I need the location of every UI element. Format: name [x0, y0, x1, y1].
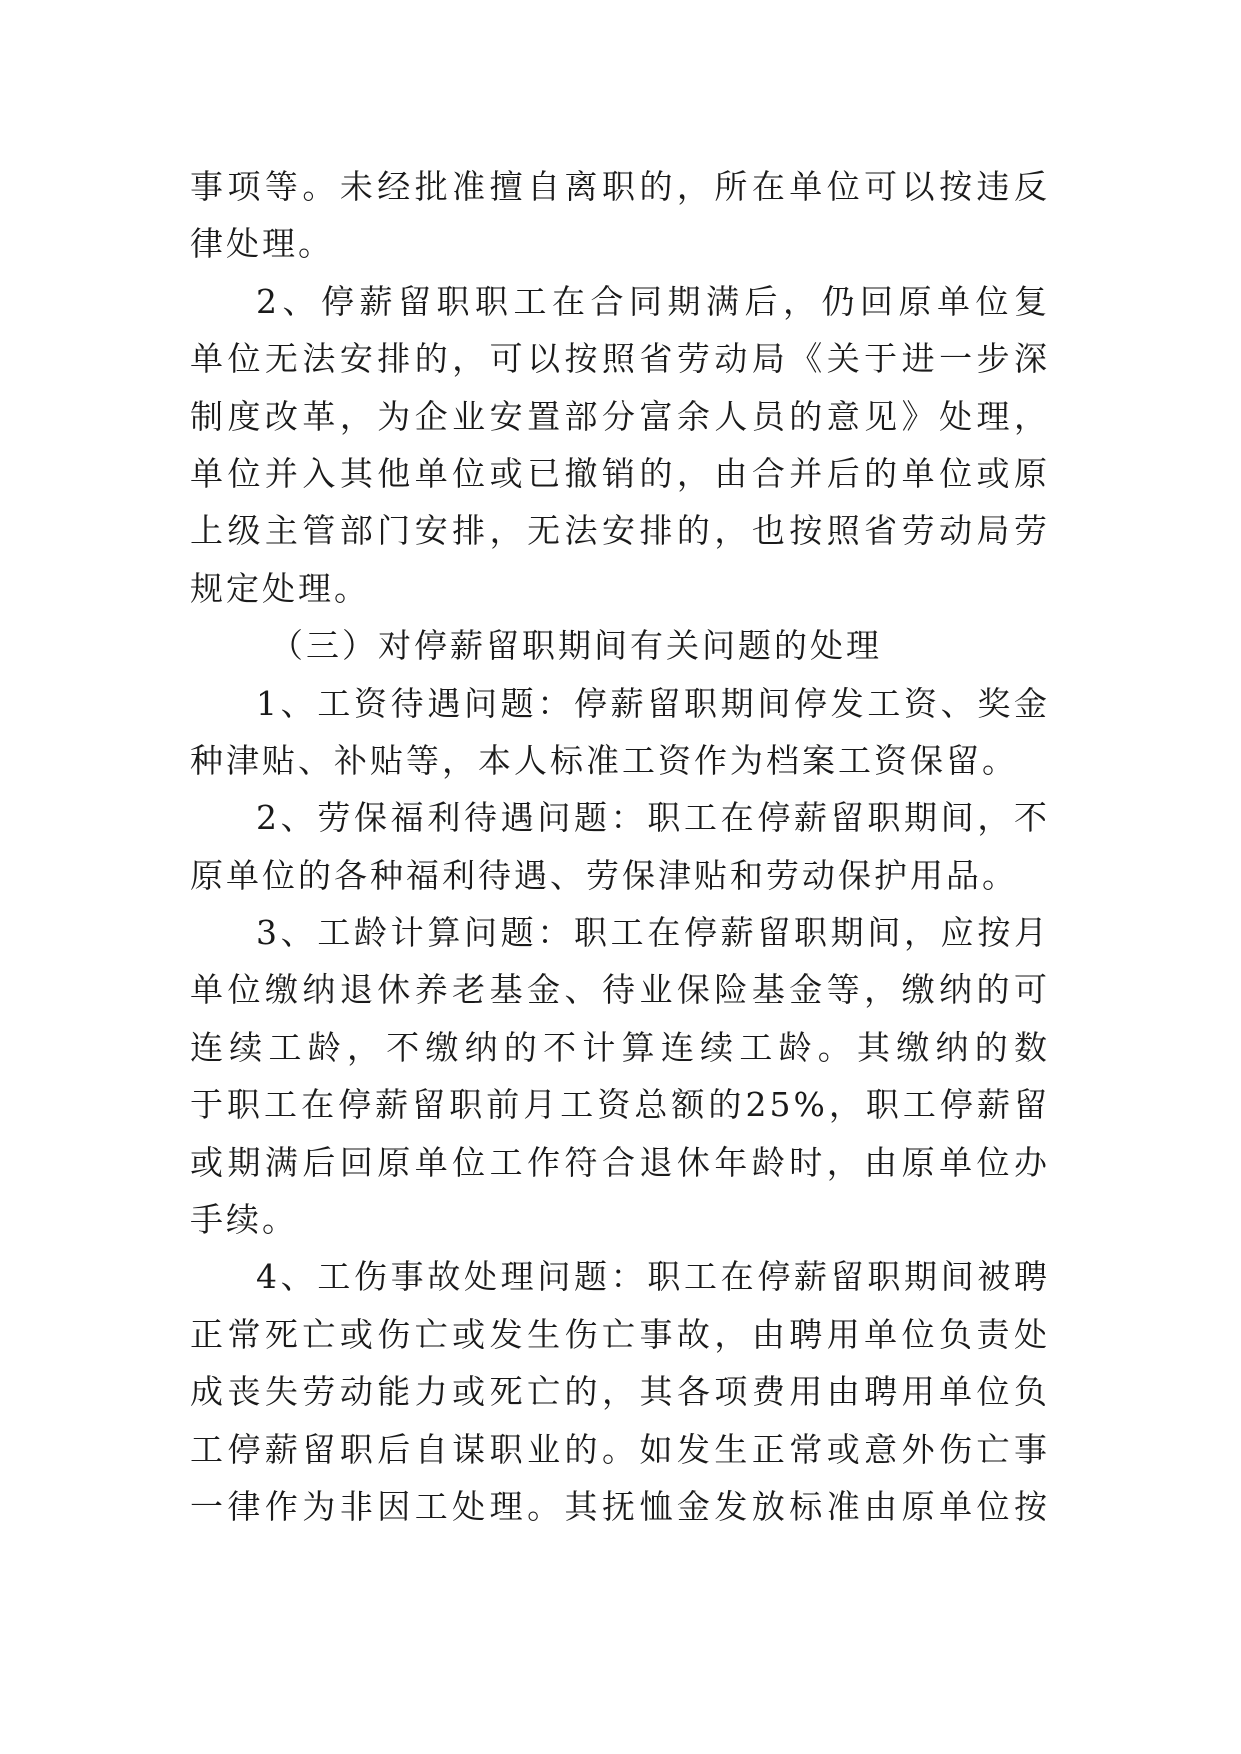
text-line: 原单位的各种福利待遇、劳保津贴和劳动保护用品。: [190, 855, 1018, 895]
text-line: 律处理。: [190, 224, 334, 264]
section-heading: （三）对停薪留职期间有关问题的处理: [270, 626, 882, 666]
text-line: 工停薪留职后自谋职业的。如发生正常或意外伤亡事: [190, 1429, 1050, 1469]
text-line: 2、停薪留职职工在合同期满后，仍回原单位复: [256, 281, 1050, 321]
text-line: 规定处理。: [190, 568, 370, 608]
text-line: 事项等。未经批准擅自离职的，所在单位可以按违反: [190, 167, 1050, 206]
text-line: 单位缴纳退休养老基金、待业保险基金等，缴纳的可: [190, 970, 1050, 1010]
text-line: 一律作为非因工处理。其抚恤金发放标准由原单位按: [190, 1486, 1050, 1526]
text-line: 于职工在停薪留职前月工资总额的25%，职工停薪留: [190, 1085, 1050, 1125]
text-line: 3、工龄计算问题：职工在停薪留职期间，应按月: [256, 913, 1050, 953]
text-line: 成丧失劳动能力或死亡的，其各项费用由聘用单位负: [190, 1372, 1050, 1412]
text-line: 正常死亡或伤亡或发生伤亡事故，由聘用单位负责处: [190, 1314, 1050, 1354]
document-body: [190, 158, 1050, 1535]
text-line: 2、劳保福利待遇问题：职工在停薪留职期间，不: [256, 798, 1050, 838]
text-line: 制度改革，为企业安置部分富余人员的意见》处理，: [190, 396, 1050, 436]
text-line: 上级主管部门安排，无法安排的，也按照省劳动局劳: [190, 511, 1050, 551]
text-line: 或期满后回原单位工作符合退休年龄时，由原单位办: [190, 1142, 1050, 1182]
text-line: 1、工资待遇问题：停薪留职期间停发工资、奖金: [256, 683, 1050, 723]
text-line: 4、工伤事故处理问题：职工在停薪留职期间被聘: [256, 1257, 1050, 1297]
text-line: 手续。: [190, 1200, 298, 1240]
text-line: 连续工龄，不缴纳的不计算连续工龄。其缴纳的数: [190, 1027, 1050, 1067]
text-line: 种津贴、补贴等，本人标准工资作为档案工资保留。: [190, 740, 1018, 780]
text-line: 单位无法安排的，可以按照省劳动局《关于进一步深: [190, 339, 1050, 379]
text-line: 单位并入其他单位或已撤销的，由合并后的单位或原: [190, 453, 1050, 493]
